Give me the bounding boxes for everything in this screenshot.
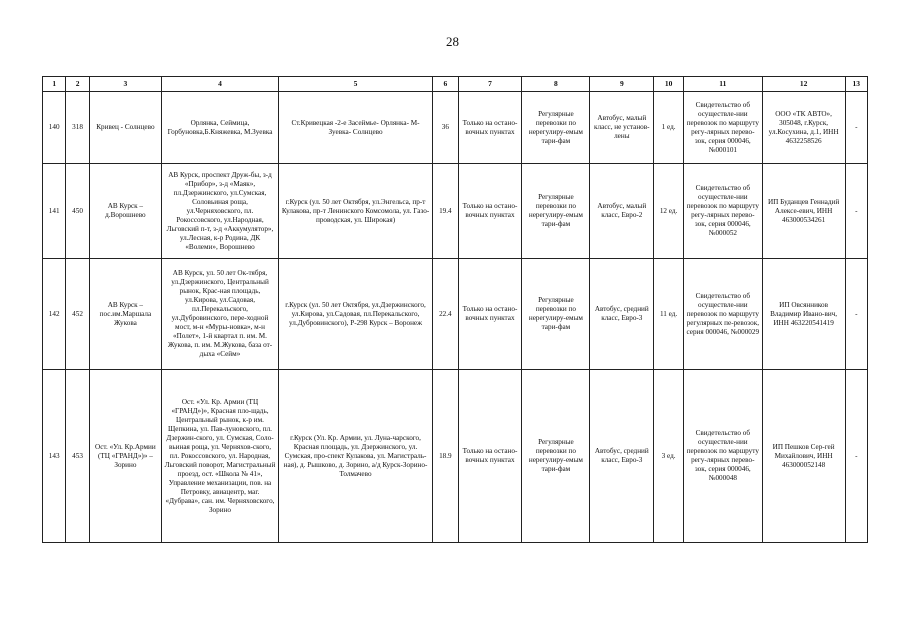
page-number: 28 — [446, 34, 459, 49]
route-number: 452 — [66, 259, 89, 370]
header-cell: 1 — [43, 77, 66, 92]
transport-type: Регулярные перевозки по нерегулиру-емым тари-фам — [522, 92, 590, 164]
route-number: 450 — [66, 164, 89, 259]
header-cell: 7 — [458, 77, 522, 92]
route-streets: г.Курск (Ул. Кр. Армии, ул. Луна-чарского, Красная площадь, ул. Дзержинского, ул. Сумская, про-спект Кулакова, ул. Магистраль-ная), д. Рышково, д. Зорино, а/д Курск-Зорино-Толмачево — [278, 370, 432, 543]
note: - — [845, 259, 867, 370]
header-cell: 11 — [683, 77, 762, 92]
route-number: 318 — [66, 92, 89, 164]
route-length: 36 — [433, 92, 459, 164]
route-name: АВ Курск – пос.им.Маршала Жукова — [89, 259, 161, 370]
header-cell: 2 — [66, 77, 89, 92]
certificate: Свидетельство об осуществле-нии перевозок по маршруту регу-лярных перево-зок, серия 000046, №000101 — [683, 92, 762, 164]
route-streets: г.Курск (ул. 50 лет Октября, ул.Энгельса, пр-т Кулакова, пр-т Ленинского Комсомола, ул. Газо-проводская, ул. Широкая) — [278, 164, 432, 259]
header-cell: 12 — [762, 77, 845, 92]
table-row — [43, 164, 868, 259]
header-cell: 9 — [590, 77, 654, 92]
header-row — [43, 77, 868, 92]
row-number: 141 — [43, 164, 66, 259]
header-cell: 6 — [433, 77, 459, 92]
vehicle-class: Автобус, малый класс, не установ-лены — [590, 92, 654, 164]
header-cell: 4 — [162, 77, 279, 92]
header-cell: 3 — [89, 77, 161, 92]
note: - — [845, 370, 867, 543]
stop-order: Только на остано-вочных пунктах — [458, 370, 522, 543]
row-number: 142 — [43, 259, 66, 370]
stop-order: Только на остано-вочных пунктах — [458, 164, 522, 259]
table-row — [43, 92, 868, 164]
vehicle-class: Автобус, малый класс, Евро-2 — [590, 164, 654, 259]
carrier: ИП Буданцев Геннадий Алексе-евич, ИНН 463000534261 — [762, 164, 845, 259]
route-stops: Орлянка, Сеймица, Горбуновка,Б.Княжевка, М.Зуевка — [162, 92, 279, 164]
certificate: Свидетельство об осуществле-нии перевозок по маршруту регулярных пе-ревозок, серия 000046, №000029 — [683, 259, 762, 370]
table-row — [43, 259, 868, 370]
transport-type: Регулярные перевозки по нерегулиру-емым тари-фам — [522, 164, 590, 259]
route-name: АВ Курск – д.Ворошнево — [89, 164, 161, 259]
vehicle-count: 1 ед. — [654, 92, 684, 164]
carrier: ИП Пешков Сер-гей Михайлович, ИНН 463000052148 — [762, 370, 845, 543]
certificate: Свидетельство об осуществле-нии перевозок по маршруту регу-лярных перево-зок, серия 000046, №000048 — [683, 370, 762, 543]
vehicle-class: Автобус, средний класс, Евро-3 — [590, 259, 654, 370]
route-stops: АВ Курск, проспект Друж-бы, з-д «Прибор», з-д «Маяк», пл.Дзержинского, ул.Сумская, Соловьиная роща, ул.Черняховского, пл. Рокоссовского, ул.Народная, Льговский п-т, з-д «Аккумулятор», ул.Лесная, к-р Родина, ДК «Волеми», Ворошнево — [162, 164, 279, 259]
route-stops: АВ Курск, ул. 50 лет Ок-тября, ул.Дзержинского, Центральный рынок, Крас-ная площадь, ул.Кирова, ул.Садовая, пл.Перекальского, ул.Дубровинского, пере-ходной мост, м-н «Муры-новка», м-н «Полет», 1-й квартал п. им. М. Жукова, п. им. М.Жукова, база от-дыха «Сейм» — [162, 259, 279, 370]
header-cell: 5 — [278, 77, 432, 92]
vehicle-count: 3 ед. — [654, 370, 684, 543]
note: - — [845, 92, 867, 164]
vehicle-count: 11 ед. — [654, 259, 684, 370]
route-number: 453 — [66, 370, 89, 543]
transport-type: Регулярные перевозки по нерегулиру-емым тари-фам — [522, 259, 590, 370]
row-number: 140 — [43, 92, 66, 164]
carrier: ИП Овсянников Владимир Ивано-вич, ИНН 463220541419 — [762, 259, 845, 370]
header-cell: 13 — [845, 77, 867, 92]
route-stops: Ост. «Ул. Кр. Армии (ТЦ «ГРАНД»)», Красная пло-щадь, Центральный рынок, к-р им. Щепкина, ул. Пав-луновского, пл. Дзержин-ского, ул. Сумская, Соло-вьиная роща, ул. Черняхов-ского, пл. Рокоссовского, ул. Народная, Льговский поворот, Магистральный проезд, ост. «Школа № 41», Управление механизации, пов. на Петровку, авиацентр, маг. «Дубрава», сан. им. Черняховского, Зорино — [162, 370, 279, 543]
stop-order: Только на остано-вочных пунктах — [458, 92, 522, 164]
route-name: Ост. «Ул. Кр.Армии (ТЦ «ГРАНД»)» – Зорино — [89, 370, 161, 543]
vehicle-class: Автобус, средний класс, Евро-3 — [590, 370, 654, 543]
vehicle-count: 12 ед. — [654, 164, 684, 259]
header-cell: 10 — [654, 77, 684, 92]
table-row — [43, 370, 868, 543]
route-streets: г.Курск (ул. 50 лет Октября, ул.Дзержинского, ул.Кирова, ул.Садовая, пл.Перекальского, ул.Дубровинского), Р-298 Курск – Воронеж — [278, 259, 432, 370]
routes-table — [42, 76, 868, 543]
transport-type: Регулярные перевозки по нерегулиру-емым тари-фам — [522, 370, 590, 543]
route-name: Кривец - Солнцево — [89, 92, 161, 164]
stop-order: Только на остано-вочных пунктах — [458, 259, 522, 370]
row-number: 143 — [43, 370, 66, 543]
route-length: 19.4 — [433, 164, 459, 259]
route-length: 18.9 — [433, 370, 459, 543]
certificate: Свидетельство об осуществле-нии перевозок по маршруту регу-лярных перево-зок, серия 000046, №000052 — [683, 164, 762, 259]
header-cell: 8 — [522, 77, 590, 92]
carrier: ООО «ТК АВТО», 305048, г.Курск, ул.Косухина, д.1, ИНН 4632258526 — [762, 92, 845, 164]
note: - — [845, 164, 867, 259]
route-streets: Ст.Кривецкая -2-е Засеймье- Орлянка- М-Зуевка- Солнцево — [278, 92, 432, 164]
route-length: 22.4 — [433, 259, 459, 370]
